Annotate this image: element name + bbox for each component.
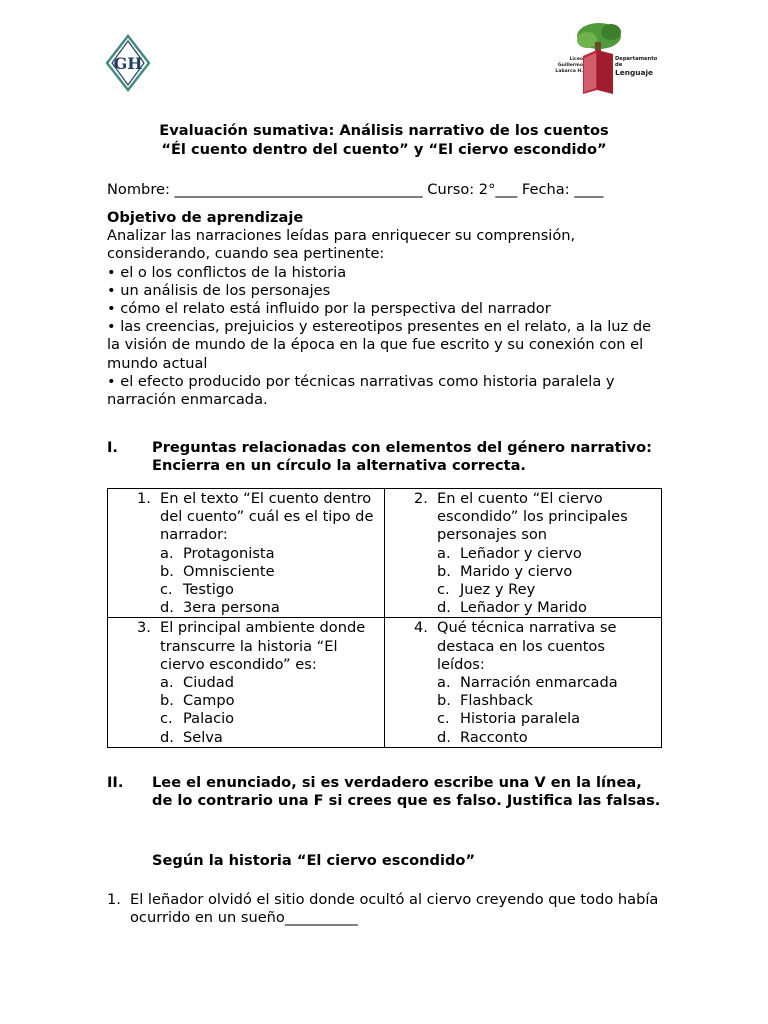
option-d[interactable] [160,729,380,747]
option-letter: a. [437,544,451,562]
section-instructions: Preguntas relacionadas con elementos del género narrativo: Encierra en un círculo la alternativa correcta. [152,439,652,475]
option-d[interactable] [160,599,380,617]
option-c[interactable] [160,581,380,599]
item-text: El leñador olvidó el sitio donde ocultó al ciervo creyendo que todo había ocurrido en un sueño__________ [130,891,659,927]
option-letter: d. [160,599,174,617]
option-letter: a. [160,674,174,692]
option-c[interactable] [437,581,657,599]
option-letter: b. [437,562,451,580]
true-false-item[interactable] [107,891,667,927]
question-text: En el texto “El cuento dentro del cuento” cuál es el tipo de narrador: [160,490,374,544]
option-letter: c. [160,710,173,728]
option-text: Historia paralela [460,710,581,728]
question-text: En el cuento “El ciervo escondido” los principales personajes son [437,490,628,544]
title-line-2: “Él cuento dentro del cuento” y “El ciervo escondido” [161,141,607,158]
option-letter: b. [160,562,174,580]
question-number: 4. [414,619,428,637]
option-a[interactable] [437,545,657,563]
section-number: II. [107,774,124,791]
question-number: 3. [137,619,151,637]
option-a[interactable] [160,545,380,563]
learning-objective [107,209,662,409]
objective-bullet: • el efecto producido por técnicas narrativas como historia paralela y narración enmarcada. [107,372,615,409]
objective-intro: Analizar las narraciones leídas para enriquecer su comprensión, considerando, cuando sea pertinente: [107,227,576,263]
option-b[interactable] [160,563,380,581]
item-number: 1. [107,891,121,908]
option-text: Leñador y Marido [460,599,587,617]
question-cell-1 [108,489,385,618]
question-text: El principal ambiente donde transcurre la historia “El ciervo escondido” es: [160,619,366,673]
option-b[interactable] [437,692,657,710]
option-letter: d. [160,728,174,746]
school-monogram-logo [104,34,152,92]
objective-heading: Objetivo de aprendizaje [107,209,304,226]
option-a[interactable] [437,674,657,692]
option-text: Omnisciente [183,562,275,580]
page-title [107,122,661,160]
objective-bullet: • cómo el relato está influido por la perspectiva del narrador [107,300,551,318]
monogram-text: GH [113,54,143,73]
option-letter: b. [160,692,174,710]
option-text: 3era persona [183,599,280,617]
question-text: Qué técnica narrativa se destaca en los cuentos leídos: [437,619,617,673]
option-text: Flashback [460,692,533,710]
section-instructions: Lee el enunciado, si es verdadero escribe una V en la línea, de lo contrario una F si crees que es falso. Justifica las falsas. [152,774,661,810]
department-logo [553,20,661,96]
questions-table [107,488,662,748]
option-text: Racconto [460,728,528,746]
story-subheading: Según la historia “El ciervo escondido” [152,852,476,869]
department-label: Departamento de [615,56,658,68]
question-cell-4 [385,618,662,747]
option-text: Narración enmarcada [460,674,618,692]
question-number: 2. [414,490,428,507]
objective-bullet: • un análisis de los personajes [107,281,331,299]
student-info-line: Nombre: __________________________________ Curso: 2°___ Fecha: ____ [107,181,604,198]
question-number: 1. [137,490,151,507]
department-name: Lenguaje [615,68,654,77]
section-number: I. [107,439,118,456]
option-text: Testigo [183,581,234,599]
objective-bullet: • las creencias, prejuicios y estereotipos presentes en el relato, a la luz de la visión de mundo de la época en la que fue escrito y su conexión con el mundo actual [107,318,652,372]
question-cell-3 [108,618,385,747]
option-text: Marido y ciervo [460,562,573,580]
option-text: Palacio [183,710,235,728]
objective-bullet: • el o los conflictos de la historia [107,263,347,281]
option-text: Ciudad [183,674,234,692]
department-text [615,56,661,77]
option-b[interactable] [437,563,657,581]
option-c[interactable] [160,710,380,728]
option-a[interactable] [160,674,380,692]
option-letter: d. [437,728,451,746]
option-b[interactable] [160,692,380,710]
option-text: Leñador y ciervo [460,544,582,562]
option-letter: a. [437,674,451,692]
option-letter: c. [437,581,450,599]
option-d[interactable] [437,729,657,747]
option-d[interactable] [437,599,657,617]
option-letter: c. [437,710,450,728]
option-letter: c. [160,581,173,599]
option-c[interactable] [437,710,657,728]
option-text: Selva [183,728,223,746]
option-letter: d. [437,599,451,617]
question-cell-2 [385,489,662,618]
option-text: Juez y Rey [460,581,536,599]
option-text: Campo [183,692,235,710]
option-text: Protagonista [183,544,275,562]
option-letter: b. [437,692,451,710]
title-line-1: Evaluación sumativa: Análisis narrativo de los cuentos [159,122,609,139]
school-name-text: Liceo Guillermo Labarca H. [555,57,583,74]
option-letter: a. [160,544,174,562]
